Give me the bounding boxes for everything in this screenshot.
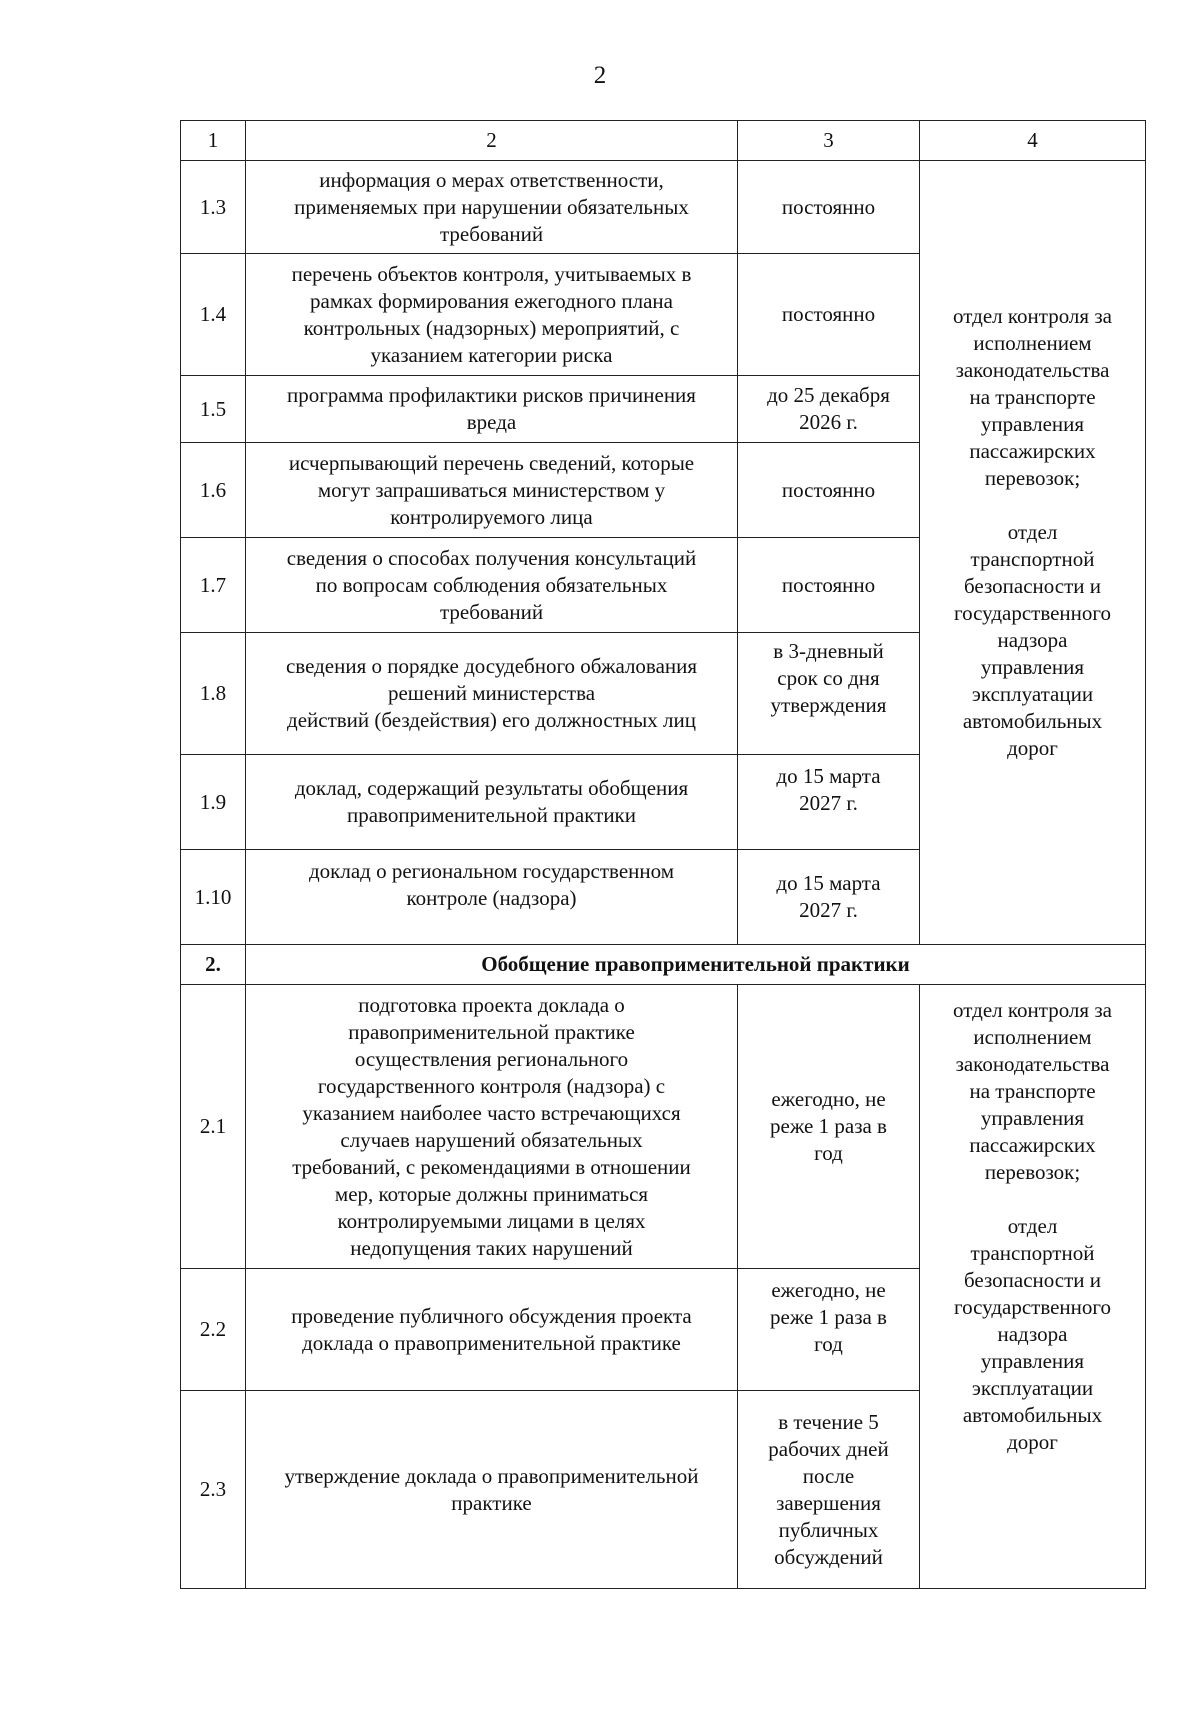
row-number: 1.4 <box>181 254 246 376</box>
section-row <box>181 945 1146 985</box>
row-term: в течение 5 рабочих дней после завершения публичных обсуждений <box>738 1391 920 1589</box>
responsible-departments: отдел контроля за исполнением законодательства на транспорте управления пассажирских перевозок; отдел транспортной безопасности и государственного надзора управления эксплуатации автомобильных дорог <box>920 161 1146 945</box>
row-description: проведение публичного обсуждения проекта доклада о правоприменительной практике <box>246 1269 738 1391</box>
page-number: 2 <box>593 62 607 89</box>
row-description: доклад о региональном государственном контроле (надзора) <box>246 850 738 945</box>
column-header: 3 <box>738 121 920 161</box>
row-term: до 15 марта 2027 г. <box>738 850 920 945</box>
column-header: 1 <box>181 121 246 161</box>
responsible-departments: отдел контроля за исполнением законодательства на транспорте управления пассажирских перевозок; отдел транспортной безопасности и государственного надзора управления эксплуатации автомобильных дорог <box>920 985 1146 1589</box>
row-description: утверждение доклада о правоприменительной практике <box>246 1391 738 1589</box>
row-number: 1.9 <box>181 755 246 850</box>
row-term: постоянно <box>738 443 920 538</box>
row-term: постоянно <box>738 161 920 254</box>
row-term: до 15 марта 2027 г. <box>738 755 920 850</box>
row-number: 2.1 <box>181 985 246 1269</box>
row-number: 2.3 <box>181 1391 246 1589</box>
row-number: 1.8 <box>181 633 246 755</box>
row-number: 1.10 <box>181 850 246 945</box>
row-description: исчерпывающий перечень сведений, которые могут запрашиваться министерством у контролируемого лица <box>246 443 738 538</box>
row-description: информация о мерах ответственности, применяемых при нарушении обязательных требований <box>246 161 738 254</box>
column-header: 4 <box>920 121 1146 161</box>
plan-table <box>180 120 1146 1589</box>
row-number: 1.6 <box>181 443 246 538</box>
row-term: ежегодно, не реже 1 раза в год <box>738 1269 920 1391</box>
row-term: в 3-дневный срок со дня утверждения <box>738 633 920 755</box>
row-description: перечень объектов контроля, учитываемых в рамках формирования ежегодного плана контрольных (надзорных) мероприятий, с указанием категории риска <box>246 254 738 376</box>
section-title: Обобщение правоприменительной практики <box>246 945 1146 985</box>
table-row <box>181 985 1146 1269</box>
row-description: сведения о способах получения консультаций по вопросам соблюдения обязательных требований <box>246 538 738 633</box>
row-term: ежегодно, не реже 1 раза в год <box>738 985 920 1269</box>
section-number: 2. <box>181 945 246 985</box>
table-row <box>181 161 1146 254</box>
row-term: постоянно <box>738 538 920 633</box>
table-header-row <box>181 121 1146 161</box>
row-term: постоянно <box>738 254 920 376</box>
row-number: 2.2 <box>181 1269 246 1391</box>
row-description: программа профилактики рисков причинения вреда <box>246 376 738 443</box>
row-description: доклад, содержащий результаты обобщения правоприменительной практики <box>246 755 738 850</box>
row-number: 1.3 <box>181 161 246 254</box>
row-description: подготовка проекта доклада о правоприменительной практике осуществления регионального государственного контроля (надзора) с указанием наиболее часто встречающихся случаев нарушений обязательных требований, с рекомендациями в отношении мер, которые должны приниматься контролируемыми лицами в целях недопущения таких нарушений <box>246 985 738 1269</box>
row-number: 1.7 <box>181 538 246 633</box>
row-number: 1.5 <box>181 376 246 443</box>
column-header: 2 <box>246 121 738 161</box>
row-term: до 25 декабря 2026 г. <box>738 376 920 443</box>
row-description: сведения о порядке досудебного обжалования решений министерства действий (бездействия) его должностных лиц <box>246 633 738 755</box>
